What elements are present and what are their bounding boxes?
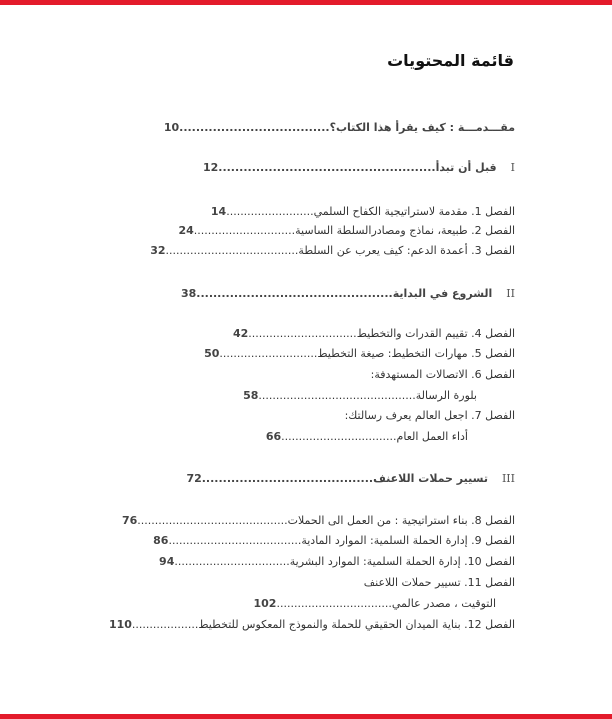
entry-leader: .........................................	[201, 472, 374, 485]
page-number: 14	[210, 205, 227, 218]
toc-entry[interactable]	[345, 408, 515, 423]
entry-text: الفصل 4. تقييم القدرات والتخطيط	[356, 327, 515, 340]
toc-subentry[interactable]	[254, 596, 497, 611]
page-number: 110	[108, 618, 132, 631]
toc-subentry[interactable]	[243, 388, 477, 403]
page-number: 42	[232, 327, 249, 340]
page-number: 102	[253, 597, 277, 610]
entry-text: أداء العمل العام	[396, 430, 468, 443]
page-number: 12	[202, 161, 219, 174]
part-heading[interactable]	[186, 471, 515, 486]
entry-text: الفصل 8. بناء استراتيجية : من العمل الى الحملات	[287, 514, 515, 527]
page-number: 50	[204, 347, 220, 360]
part-title: الشروع في البداية	[392, 287, 493, 300]
toc-entry[interactable]	[178, 223, 515, 238]
part-heading[interactable]	[181, 286, 515, 301]
entry-text: التوقيت ، مصدر عالمي	[391, 597, 496, 610]
entry-leader: ...................	[131, 618, 199, 631]
toc-entry[interactable]	[371, 367, 515, 382]
entry-text: مقـــدمـــة : كيف يقرأ هذا الكتاب؟	[329, 121, 515, 134]
page-title: قائمة المحتويات	[387, 51, 514, 70]
entry-text: الفصل 11. تسيير حملات اللاعنف	[363, 576, 515, 589]
entry-leader: ............................	[219, 347, 318, 360]
page-number: 72	[186, 472, 202, 485]
page-number: 76	[121, 514, 138, 527]
page-number: 58	[243, 389, 259, 402]
entry-leader: ......................................	[168, 534, 302, 547]
part-title: قبل أن تبدأ	[435, 161, 497, 174]
page-number: 86	[153, 534, 169, 547]
entry-text: الفصل 5. مهارات التخطيط: صيغة التخطيط	[317, 347, 515, 360]
part-title: تسيير حملات اللاعنف	[373, 472, 488, 485]
entry-leader: .................................	[174, 555, 290, 568]
entry-leader: ....................................	[179, 121, 330, 134]
toc-entry[interactable]	[159, 554, 515, 569]
entry-leader: .................................	[276, 597, 392, 610]
entry-text: الفصل 9. إدارة الحملة السلمية: الموارد المادية	[301, 534, 515, 547]
entry-text: الفصل 6. الاتصالات المستهدفة:	[370, 368, 515, 381]
bottom-accent-bar	[0, 714, 612, 719]
entry-leader: .............................	[193, 224, 296, 237]
toc-entry[interactable]	[364, 575, 515, 590]
entry-text: الفصل 7. اجعل العالم يعرف رسالتك:	[344, 409, 515, 422]
entry-leader: ...........................................	[137, 514, 288, 527]
entry-text: الفصل 2. طبيعة، نماذج ومصادرالسلطة الساسية	[295, 224, 515, 237]
intro-entry[interactable]	[164, 120, 515, 135]
part-numeral: II	[506, 287, 515, 300]
part-numeral: III	[501, 472, 515, 485]
top-accent-bar	[0, 0, 612, 5]
entry-text: الفصل 1. مقدمة لاستراتيجية الكفاح السلمي	[313, 205, 515, 218]
entry-leader: .................................	[281, 430, 397, 443]
entry-text: الفصل 12. بناية الميدان الحقيقي للحملة والنموذج المعكوس للتخطيط	[198, 618, 515, 631]
entry-leader: ......................................	[165, 244, 299, 257]
entry-leader: .........................	[226, 205, 314, 218]
toc-entry[interactable]	[153, 533, 515, 548]
toc-entry[interactable]	[233, 326, 515, 341]
entry-leader: .............................................	[258, 389, 416, 402]
page-number: 38	[180, 287, 197, 300]
entry-text: الفصل 10. إدارة الحملة السلمية: الموارد البشرية	[289, 555, 515, 568]
entry-text: الفصل 3. أعمدة الدعم: كيف يعرب عن السلطة	[298, 244, 515, 257]
toc-entry[interactable]	[109, 617, 515, 632]
entry-leader: ...............................................	[196, 287, 393, 300]
page-number: 24	[178, 224, 194, 237]
entry-text: بلورة الرسالة	[415, 389, 477, 402]
toc-entry[interactable]	[211, 204, 515, 219]
part-numeral: I	[510, 161, 515, 174]
toc-subentry[interactable]	[266, 429, 468, 444]
page-number: 94	[159, 555, 175, 568]
page-number: 32	[150, 244, 166, 257]
part-heading[interactable]	[203, 160, 515, 175]
page-number: 66	[265, 430, 282, 443]
toc-entry[interactable]	[150, 243, 515, 258]
page-number: 10	[163, 121, 180, 134]
entry-leader: ....................................................	[218, 161, 436, 174]
entry-leader: ...............................	[248, 327, 357, 340]
toc-entry[interactable]	[204, 346, 515, 361]
toc-entry[interactable]	[122, 513, 515, 528]
